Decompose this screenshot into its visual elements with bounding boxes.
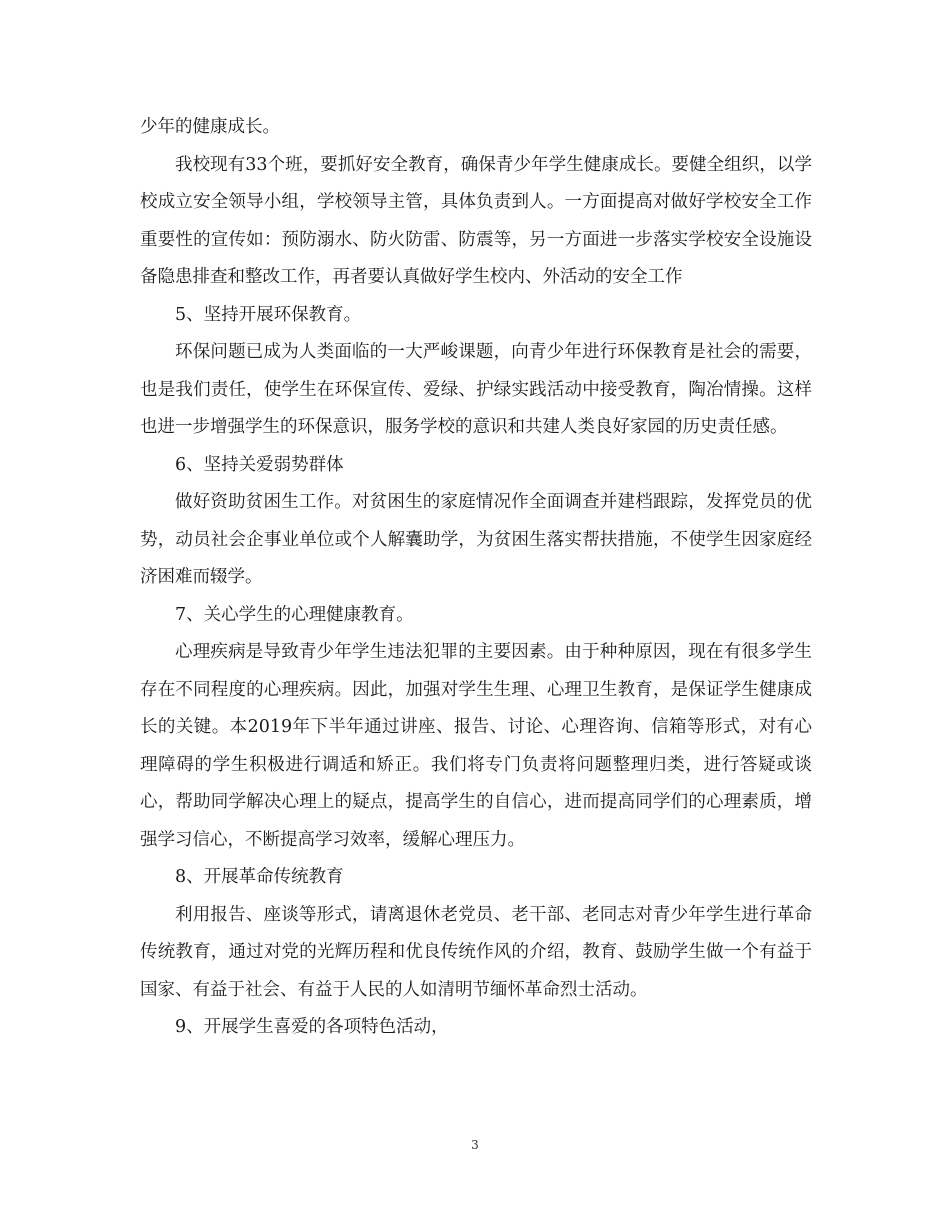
heading-revolutionary-tradition: 8、开展革命传统教育 (175, 867, 344, 887)
paragraph-mental-health: 心理疾病是导致青少年学生违法犯罪的主要因素。由于种种原因，现在有很多学生存在不同程度的心理疾病。因此，加强对学生生理、心理卫生教育，是保证学生健康成长的关键。本2019年下半年通过讲座、报告、讨论、心理咨询、信箱等形式，对有心理障碍的学生积极进行调适和矫正。我们将专门负责将问题整理归类，进行答疑或谈心，帮助同学解决心理上的疑点，提高学生的自信心，进而提高同学们的心理素质，增强学习信心，不断提高学习效率，缓解心理压力。 (140, 642, 812, 850)
heading-care-vulnerable-groups: 6、坚持关爱弱势群体 (175, 454, 344, 475)
paragraph-safety-education: 我校现有33个班，要抓好安全教育，确保青少年学生健康成长。要健全组织，以学校成立安全领导小组，学校领导主管，具体负责到人。一方面提高对做好学校安全工作重要性的宣传如：预防溺水、防火防雷、防震等，另一方面进一步落实学校安全设施设备隐患排查和整改工作，再者要认真做好学生校内、外活动的安全工作 (140, 154, 812, 287)
paragraph-revolutionary-tradition: 利用报告、座谈等形式，请离退休老党员、老干部、老同志对青少年学生进行革命传统教育，通过对党的光辉历程和优良传统作风的介绍，教育、鼓励学生做一个有益于国家、有益于社会、有益于人民的人如清明节缅怀革命烈士活动。 (140, 904, 812, 1000)
paragraph-care-vulnerable-groups: 做好资助贫困生工作。对贫困生的家庭情况作全面调查并建档跟踪，发挥党员的优势，动员社会企事业单位或个人解囊助学，为贫困生落实帮扶措施，不使学生因家庭经济困难而辍学。 (140, 492, 812, 587)
paragraph-environmental-education: 环保问题已成为人类面临的一大严峻课题，向青少年进行环保教育是社会的需要，也是我们责任，使学生在环保宣传、爱绿、护绿实践活动中接受教育，陶冶情操。这样也进一步增强学生的环保意识，服务学校的意识和共建人类良好家园的历史责任感。 (140, 342, 812, 437)
heading-mental-health: 7、关心学生的心理健康教育。 (175, 604, 414, 625)
page-number: 3 (471, 1138, 479, 1152)
heading-special-activities: 9、开展学生喜爱的各项特色活动， (175, 1017, 449, 1037)
paragraph-continuation: 少年的健康成长。 (140, 117, 280, 137)
heading-environmental-education: 5、坚持开展环保教育。 (175, 304, 362, 325)
body-text (140, 109, 812, 1047)
